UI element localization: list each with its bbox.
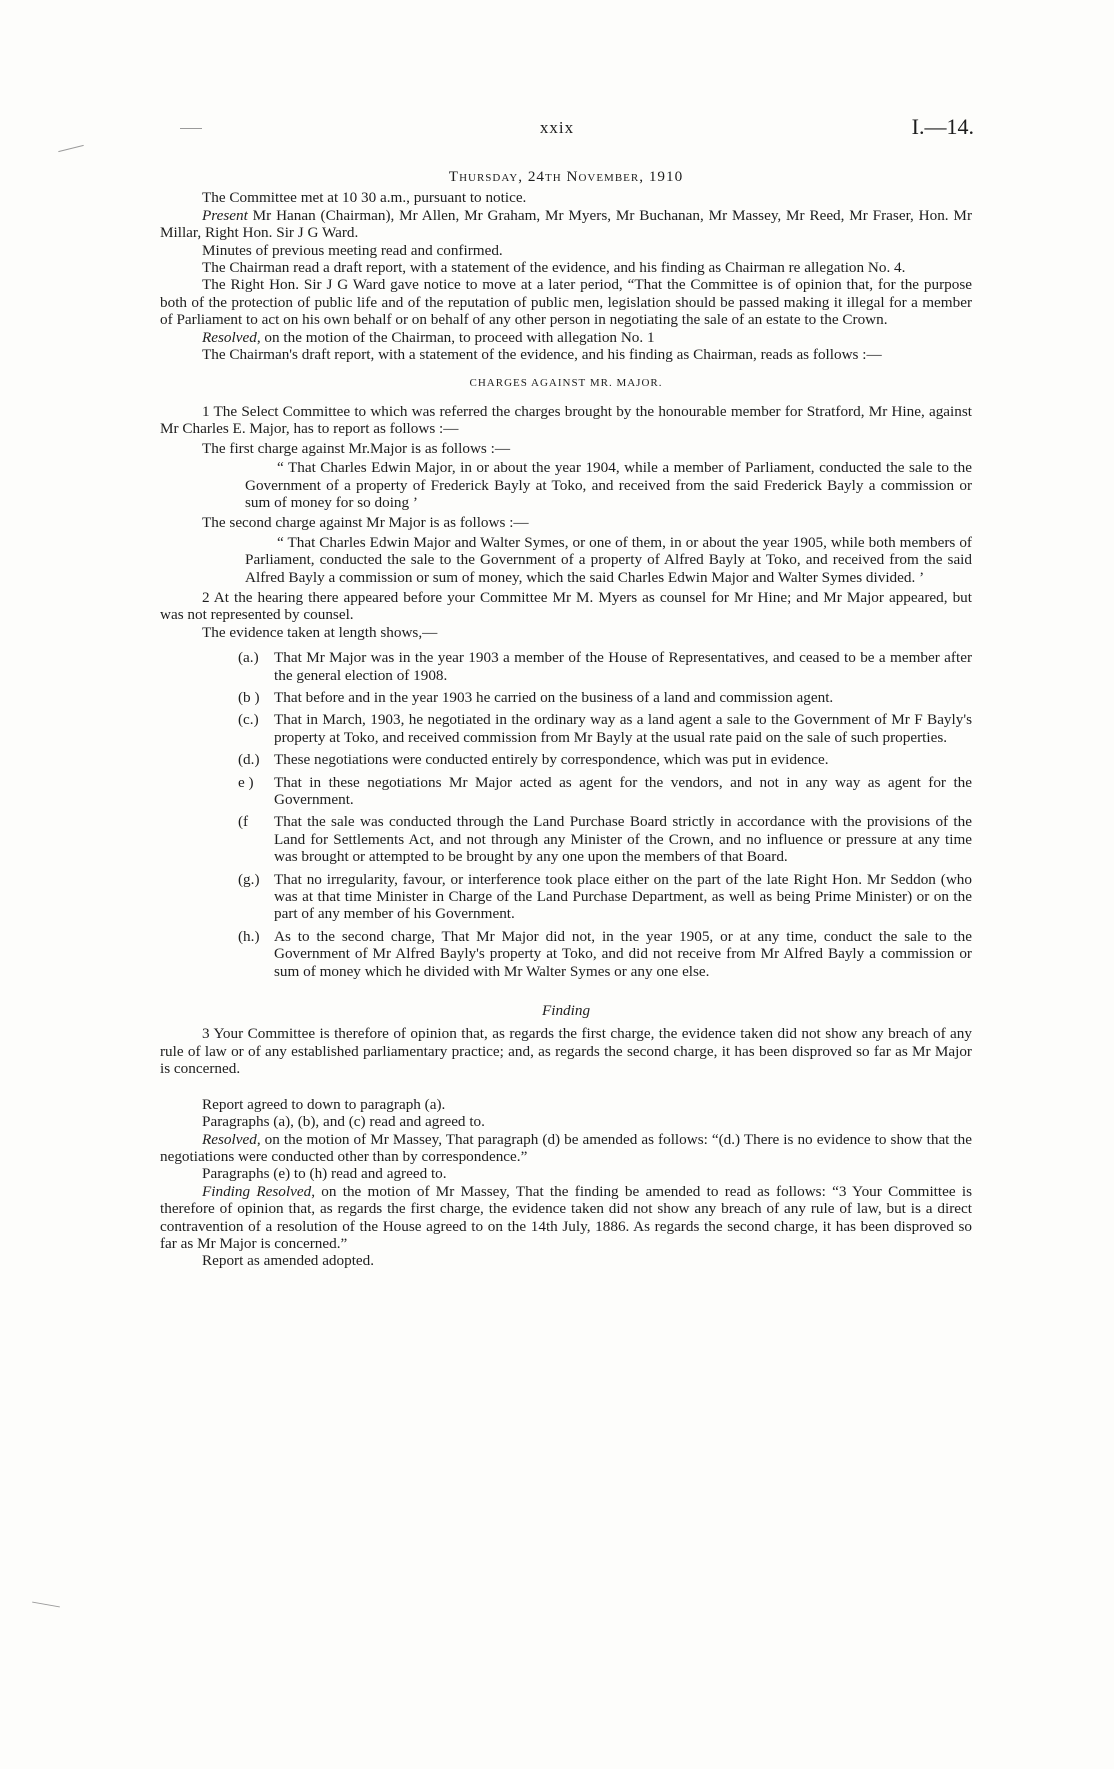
italic-lead: Present (202, 206, 248, 224)
paragraph-text: Minutes of previous meeting read and confirmed. (202, 241, 503, 259)
evidence-text: That Mr Major was in the year 1903 a member of the House of Representatives, and ceased to be a member after the general election of 1908. (274, 649, 972, 684)
paragraph-text: , on the motion of Mr Massey, That the finding be amended to read as follows: “3 Your Committee is therefore of opinion that, as regards the first charge, the evidence taken did not show any breach of any rule of law, but is a direct contravention of a resolution of the House agreed to on the 14th July, 1886. As regards the second charge, it has been disproved so far as Mr Major is concerned.” (160, 1182, 972, 1252)
paragraph-text: Mr Hanan (Chairman), Mr Allen, Mr Graham, Mr Myers, Mr Buchanan, Mr Massey, Mr Reed, Mr Fraser, Hon. Mr Millar, Right Hon. Sir J G Ward. (160, 206, 972, 242)
date-heading: Thursday, 24th November, 1910 (448, 168, 684, 185)
evidence-marker: (d.) (238, 751, 260, 769)
finding-heading: Finding (541, 1002, 591, 1020)
evidence-item (238, 928, 972, 980)
minute-paragraph (160, 346, 972, 363)
paragraph-text: The Chairman's draft report, with a statement of the evidence, and his finding as Chairman, reads as follows :— (202, 346, 882, 364)
evidence-text: That in these negotiations Mr Major acted as agent for the vendors, and not in any way as agent for the Government. (274, 773, 972, 808)
evidence-item (238, 711, 972, 746)
evidence-text: That no irregularity, favour, or interference took place either on the part of the late Right Hon. Mr Seddon (who was at that time Minister in Charge of the Land Purchase Department, as well as being Prime Minister) or on the part of any member of his Government. (274, 870, 972, 923)
italic-lead: Resolved (202, 328, 257, 346)
evidence-item (238, 813, 972, 865)
minute-paragraph (160, 329, 972, 346)
evidence-text: That the sale was conducted through the Land Purchase Board strictly in accordance with the provisions of the Land for Settlements Act, and not through any Minister of the Crown, and no influence or pressure at any time was brought or attempted to be brought by any one upon the members of that Board. (274, 813, 972, 866)
italic-lead: Resolved (202, 1130, 257, 1148)
evidence-marker: (a.) (238, 649, 259, 667)
section-title: CHARGES AGAINST MR. MAJOR. (469, 377, 663, 390)
minute-paragraph (160, 1252, 972, 1269)
paragraph-1: 1 The Select Committee to which was referred the charges brought by the honourable member for Stratford, Mr Hine, against Mr Charles E. Major, has to report as follows :— (160, 402, 972, 438)
minute-paragraph (160, 1096, 972, 1113)
evidence-item (238, 871, 972, 923)
opening-paragraphs (160, 189, 972, 363)
minute-paragraph (160, 1131, 972, 1166)
minute-paragraph (160, 242, 972, 259)
evidence-marker: (f (238, 813, 249, 831)
paragraph-text: The Chairman read a draft report, with a statement of the evidence, and his finding as Chairman re allegation No. 4. (202, 259, 906, 277)
second-charge-lead: The second charge against Mr Major is as follows :— (202, 514, 529, 532)
paragraph-3: 3 Your Committee is therefore of opinion that, as regards the first charge, the evidence taken did not show any breach of any rule of law or of any established parliamentary practice; and, as regards the second charge, it has been disproved so far as Mr Major is concerned. (160, 1025, 972, 1078)
first-charge-quote: “ That Charles Edwin Major, in or about the year 1904, while a member of Parliament, conducted the sale to the Government of a property of Frederick Bayly at Toko, and received from the said Frederick Bayly a commission or sum of money for so doing ’ (245, 459, 972, 511)
paragraph-text: Paragraphs (a), (b), and (c) read and agreed to. (202, 1113, 485, 1131)
paragraph-text: The Right Hon. Sir J G Ward gave notice to move at a later period, “That the Committee is of opinion that, for the purpose both of the protection of public life and of the reputation of public men, legislation should be passed making it illegal for a member of Parliament to act on his own behalf or on behalf of any other person in negotiating the sale of an estate to the Crown. (160, 276, 972, 329)
evidence-lead: The evidence taken at length shows,— (202, 623, 438, 641)
paragraph-text: The Committee met at 10 30 a.m., pursuant to notice. (202, 189, 527, 207)
evidence-text: These negotiations were conducted entirely by correspondence, which was put in evidence. (274, 751, 829, 769)
paragraph-2: 2 At the hearing there appeared before your Committee Mr M. Myers as counsel for Mr Hine; and Mr Major appeared, but was not represented by counsel. (160, 588, 972, 624)
paragraph-text: Report as amended adopted. (202, 1252, 375, 1270)
paragraph-text: , on the motion of the Chairman, to proceed with allegation No. 1 (256, 328, 655, 346)
scan-mark (32, 1602, 60, 1608)
document-body (160, 168, 972, 1270)
second-charge-quote: “ That Charles Edwin Major and Walter Symes, or one of them, in or about the year 1905, while both members of Parliament, conducted the sale to the Government of a property of Alfred Bayly at Toko, and received from the said Alfred Bayly a commission or sum of money, which the said Charles Edwin Major and Walter Symes divided. ’ (245, 533, 972, 586)
scan-mark (58, 145, 83, 152)
evidence-list (238, 649, 972, 980)
minute-paragraph (160, 276, 972, 328)
closing-paragraphs (160, 1096, 972, 1270)
first-charge-lead: The first charge against Mr.Major is as follows :— (202, 439, 511, 457)
minute-paragraph (160, 1183, 972, 1253)
evidence-item (238, 689, 972, 706)
evidence-marker: (h.) (238, 927, 260, 945)
minute-paragraph (160, 207, 972, 242)
evidence-marker: (c.) (238, 711, 259, 729)
evidence-item (238, 751, 972, 768)
paragraph-text: , on the motion of Mr Massey, That paragraph (d) be amended as follows: “(d.) There is no evidence to show that the negotiations were conducted other than by correspondence.” (160, 1130, 972, 1165)
document-reference: I.—14. (911, 114, 974, 139)
paragraph-text: Report agreed to down to paragraph (a). (202, 1095, 446, 1113)
page-number: xxix (539, 118, 575, 137)
evidence-marker: (g.) (238, 870, 260, 888)
evidence-marker: (b ) (238, 688, 260, 706)
evidence-text: That in March, 1903, he negotiated in the ordinary way as a land agent a sale to the Government of Mr F Bayly's property at Toko, and received commission from Mr Bayly at the usual rate paid on the sale of such properties. (274, 711, 972, 746)
evidence-text: As to the second charge, That Mr Major did not, in the year 1905, or at any time, conduct the sale to the Government of Mr Alfred Bayly's property at Toko, and did not receive from Mr Alfred Bayly a commission or sum of money which he divided with Mr Walter Symes or any one else. (274, 927, 972, 980)
minute-paragraph (160, 189, 972, 206)
evidence-text: That before and in the year 1903 he carried on the business of a land and commission agent. (274, 688, 834, 706)
italic-lead: Finding Resolved (202, 1182, 312, 1200)
minute-paragraph (160, 259, 972, 276)
minute-paragraph (160, 1165, 972, 1182)
minute-paragraph (160, 1113, 972, 1130)
paragraph-text: Paragraphs (e) to (h) read and agreed to. (202, 1165, 447, 1183)
evidence-item (238, 774, 972, 809)
evidence-item (238, 649, 972, 684)
evidence-marker: e ) (238, 773, 254, 791)
